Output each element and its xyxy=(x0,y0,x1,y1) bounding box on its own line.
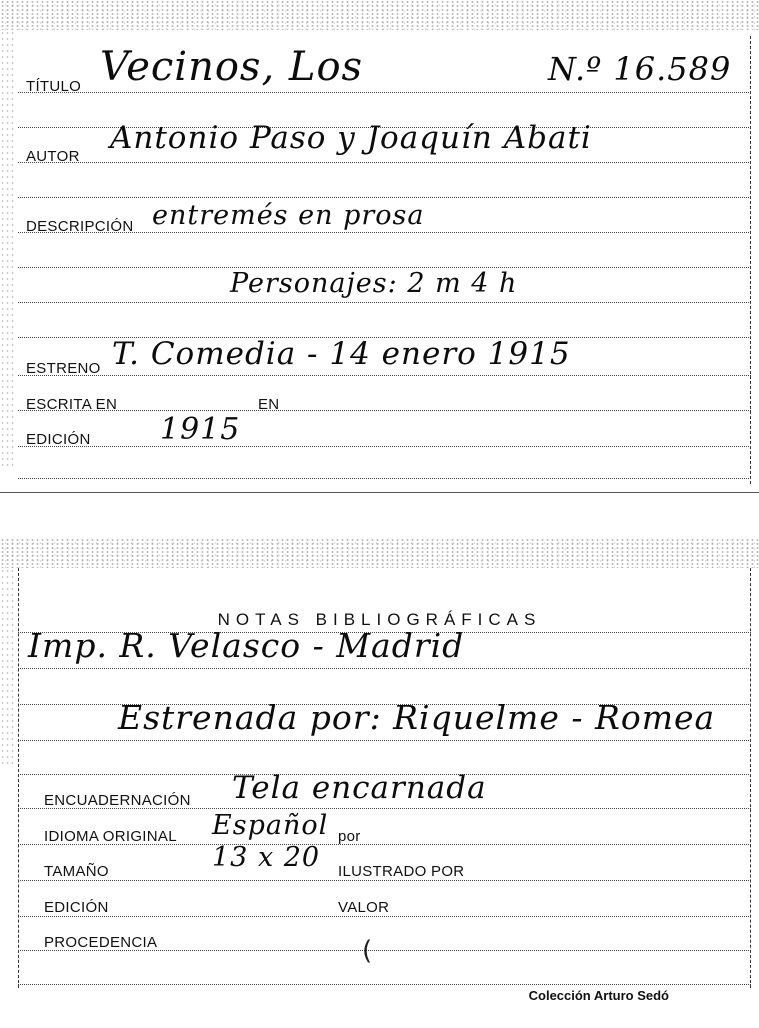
catalog-number: N.º 16.589 xyxy=(548,50,732,88)
speckled-side xyxy=(0,30,14,470)
procedencia-label: PROCEDENCIA xyxy=(44,934,158,951)
catalog-card-back xyxy=(0,538,759,1008)
ruled-line xyxy=(18,410,751,411)
speckled-side xyxy=(0,568,14,768)
collection-footer: Colección Arturo Sedó xyxy=(528,988,669,1003)
card-separator xyxy=(0,492,759,493)
titulo-label: TÍTULO xyxy=(26,78,82,95)
estreno-label: ESTRENO xyxy=(26,360,101,377)
ruled-line xyxy=(18,375,751,376)
descripcion-value: entremés en prosa xyxy=(152,200,425,231)
catalog-card-front xyxy=(0,0,759,490)
card-border-right xyxy=(750,36,751,484)
idioma-label: IDIOMA ORIGINAL xyxy=(44,828,177,845)
ruled-line xyxy=(18,984,751,985)
ruled-line xyxy=(18,478,751,479)
autor-label: AUTOR xyxy=(26,148,80,165)
descripcion-label: DESCRIPCIÓN xyxy=(26,218,134,235)
titulo-value: Vecinos, Los xyxy=(100,44,364,90)
speckled-edge xyxy=(0,538,759,568)
ruled-line xyxy=(18,197,751,198)
pencil-mark: ( xyxy=(362,936,373,966)
estreno-value: T. Comedia - 14 enero 1915 xyxy=(112,336,571,372)
encuadernacion-value: Tela encarnada xyxy=(232,770,487,806)
valor-label: VALOR xyxy=(338,899,390,916)
card-border-left xyxy=(18,568,19,988)
edicion-label: EDICIÓN xyxy=(26,431,91,448)
ruled-line xyxy=(18,302,751,303)
ruled-line xyxy=(18,162,751,163)
edicion-value: 1915 xyxy=(160,412,241,447)
ruled-line xyxy=(18,880,751,881)
note-line-1: Imp. R. Velasco - Madrid xyxy=(28,626,465,665)
en-label: EN xyxy=(258,396,280,413)
escrita-en-label: ESCRITA EN xyxy=(26,396,118,413)
ruled-line xyxy=(18,740,751,741)
tamano-label: TAMAÑO xyxy=(44,863,109,880)
note-line-2: Estrenada por: Riquelme - Romea xyxy=(118,698,716,737)
ruled-line xyxy=(18,92,751,93)
autor-value: Antonio Paso y Joaquín Abati xyxy=(110,120,592,156)
tamano-value: 13 x 20 xyxy=(212,842,321,873)
ruled-line xyxy=(18,668,751,669)
edicion-label-back: EDICIÓN xyxy=(44,899,109,916)
speckled-edge xyxy=(0,0,759,30)
personajes-value: Personajes: 2 m 4 h xyxy=(230,268,518,299)
ruled-line xyxy=(18,446,751,447)
encuadernacion-label: ENCUADERNACIÓN xyxy=(44,792,191,809)
ruled-line xyxy=(18,916,751,917)
idioma-value: Español xyxy=(212,810,329,841)
por-label: por xyxy=(338,828,361,845)
notas-heading: NOTAS BIBLIOGRÁFICAS xyxy=(217,610,542,629)
card-border-right xyxy=(750,568,751,988)
ilustrado-label: ILUSTRADO POR xyxy=(338,863,465,880)
